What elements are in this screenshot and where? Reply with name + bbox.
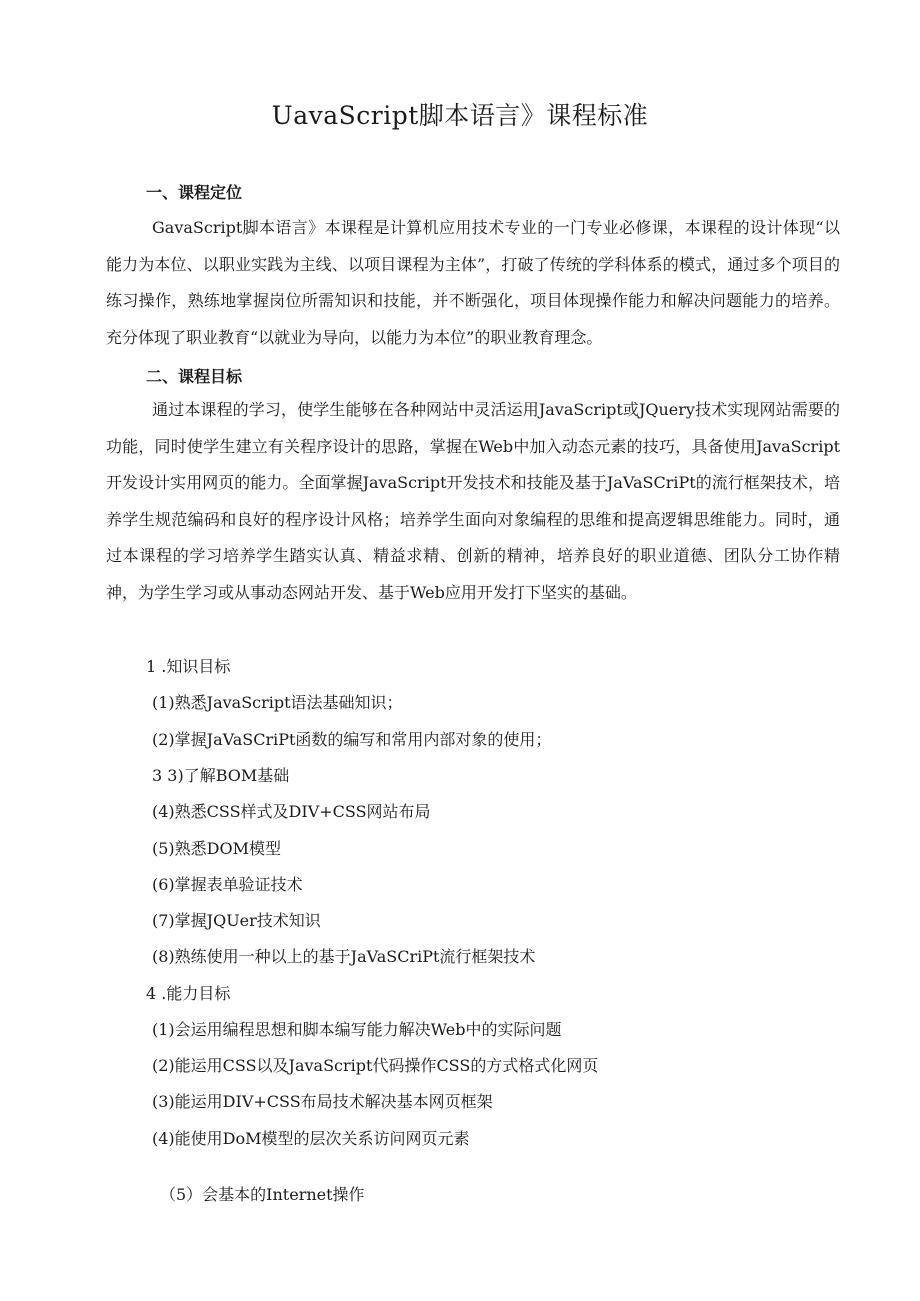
knowledge-item: (6)掌握表单验证技术 xyxy=(152,875,303,894)
positioning-text: GavaScript脚本语言》本课程是计算机应用技术专业的一门专业必修课，本课程的设计体现“以能力为本位、以职业实践为主线、以项目课程为主体”，打破了传统的学科体系的模式，通过多个项目的练习操作，熟练地掌握岗位所需知识和技能，并不断强化，项目体现操作能力和解决问题能力的培养。充分体现了职业教育“以就业为导向，以能力为本位”的职业教育理念。 xyxy=(106,218,840,347)
ability-item: (2)能运用CSS以及JavaScript代码操作CSS的方式格式化网页 xyxy=(152,1056,599,1075)
ability-item: (1)会运用编程思想和脚本编写能力解决Web中的实际问题 xyxy=(152,1020,562,1039)
knowledge-item: (2)掌握JaVaSCriPt函数的编写和常用内部对象的使用； xyxy=(152,730,552,749)
ability-item: （5）会基本的Internet操作 xyxy=(160,1185,365,1204)
objectives-text: 通过本课程的学习，使学生能够在各种网站中灵活运用JavaScript或JQuery技术实现网站需要的功能，同时使学生建立有关程序设计的思路，掌握在Web中加入动态元素的技巧，具备使用JavaScript开发设计实用网页的能力。全面掌握JavaScript开发技术和技能及基于JaVaSCriPt的流行框架技术，培养学生规范编码和良好的程序设计风格；培养学生面向对象编程的思维和提高逻辑思维能力。同时，通过本课程的学习培养学生踏实认真、精益求精、创新的精神，培养良好的职业道德、团队分工协作精神，为学生学习或从事动态网站开发、基于Web应用开发打下坚实的基础。 xyxy=(106,400,840,602)
knowledge-item: (1)熟悉JavaScript语法基础知识； xyxy=(152,693,403,712)
objectives-paragraph xyxy=(106,392,840,611)
knowledge-item: (4)熟悉CSS样式及DIV+CSS网站布局 xyxy=(152,802,431,821)
positioning-paragraph xyxy=(106,210,840,356)
section-heading-positioning: 一、课程定位 xyxy=(146,183,243,202)
ability-item: (4)能使用DoM模型的层次关系访问网页元素 xyxy=(152,1129,470,1148)
section-heading-objectives: 二、课程目标 xyxy=(146,367,243,386)
knowledge-item: 3 3)了解BOM基础 xyxy=(152,766,290,785)
knowledge-objectives-heading: 1 .知识目标 xyxy=(146,657,231,676)
knowledge-item: (8)熟练使用一种以上的基于JaVaSCriPt流行框架技术 xyxy=(152,947,536,966)
ability-item: (3)能运用DIV+CSS布局技术解决基本网页框架 xyxy=(152,1092,493,1111)
document-title: UavaScript脚本语言》课程标准 xyxy=(271,101,649,130)
knowledge-item: (5)熟悉DOM模型 xyxy=(152,839,281,858)
ability-objectives-heading: 4 .能力目标 xyxy=(146,984,231,1003)
knowledge-item: (7)掌握JQUer技术知识 xyxy=(152,911,321,930)
